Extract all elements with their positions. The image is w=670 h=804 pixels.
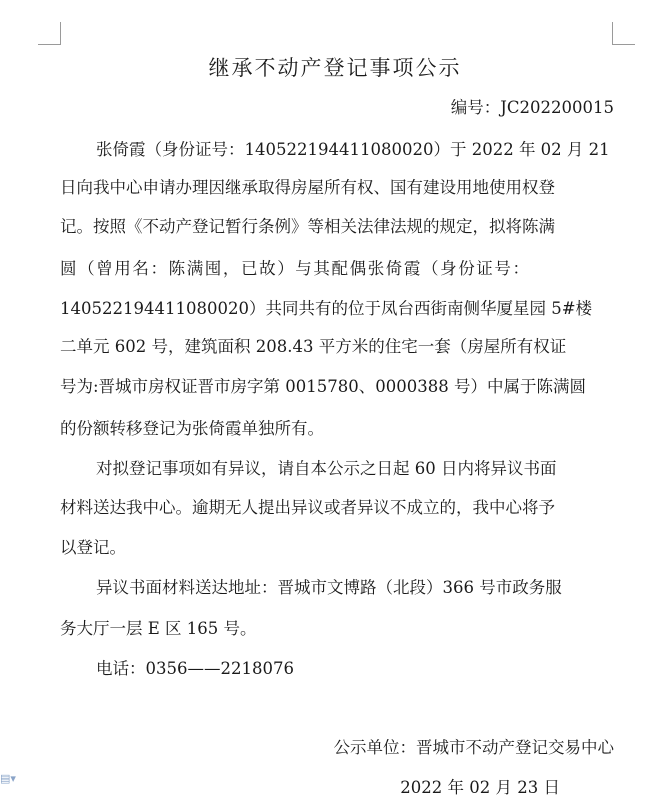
paragraph-line: 异议书面材料送达地址：晋城市文博路（北段）366 号市政务服 bbox=[96, 578, 562, 597]
paragraph-line: 的份额转移登记为张倚霞单独所有。 bbox=[60, 419, 324, 438]
paragraph-line: 号为:晋城市房权证晋市房字第 0015780、0000388 号）中属于陈满圆 bbox=[60, 377, 587, 396]
phone-line: 电话：0356——2218076 bbox=[96, 659, 294, 678]
paragraph-line: 对拟登记事项如有异议，请自本公示之日起 60 日内将异议书面 bbox=[96, 459, 557, 478]
paragraph-line: 张倚霞（身份证号：140522194411080020）于 2022 年 02 月 21 bbox=[96, 140, 610, 159]
publisher-line: 公示单位：晋城市不动产登记交易中心 bbox=[333, 738, 614, 757]
paragraph-line: 记。按照《不动产登记暂行条例》等相关法律法规的规定，拟将陈满 bbox=[60, 217, 555, 236]
document-title: 继承不动产登记事项公示 bbox=[208, 56, 462, 80]
paragraph-line: 140522194411080020）共同共有的位于凤台西街南侧华厦星园 5#楼 bbox=[60, 299, 593, 318]
paragraph-line: 日向我中心申请办理因继承取得房屋所有权、国有建设用地使用权登 bbox=[60, 178, 555, 197]
paragraph-line: 务大厅一层 E 区 165 号。 bbox=[60, 619, 257, 638]
paste-options-icon[interactable]: ▤▾ bbox=[0, 772, 16, 785]
date-line: 2022 年 02 月 23 日 bbox=[400, 778, 560, 797]
paragraph-line: 材料送达我中心。逾期无人提出异议或者异议不成立的，我中心将予 bbox=[60, 498, 555, 517]
page-corner-mark-top-left bbox=[38, 22, 61, 45]
document-number: 编号：JC202200015 bbox=[450, 98, 614, 117]
page-corner-mark-top-right bbox=[612, 22, 635, 45]
paragraph-line: 以登记。 bbox=[60, 538, 126, 557]
paragraph-line: 二单元 602 号，建筑面积 208.43 平方米的住宅一套（房屋所有权证 bbox=[60, 337, 567, 356]
paragraph-line: 圆（曾用名：陈满囤，已故）与其配偶张倚霞（身份证号： bbox=[60, 259, 531, 278]
